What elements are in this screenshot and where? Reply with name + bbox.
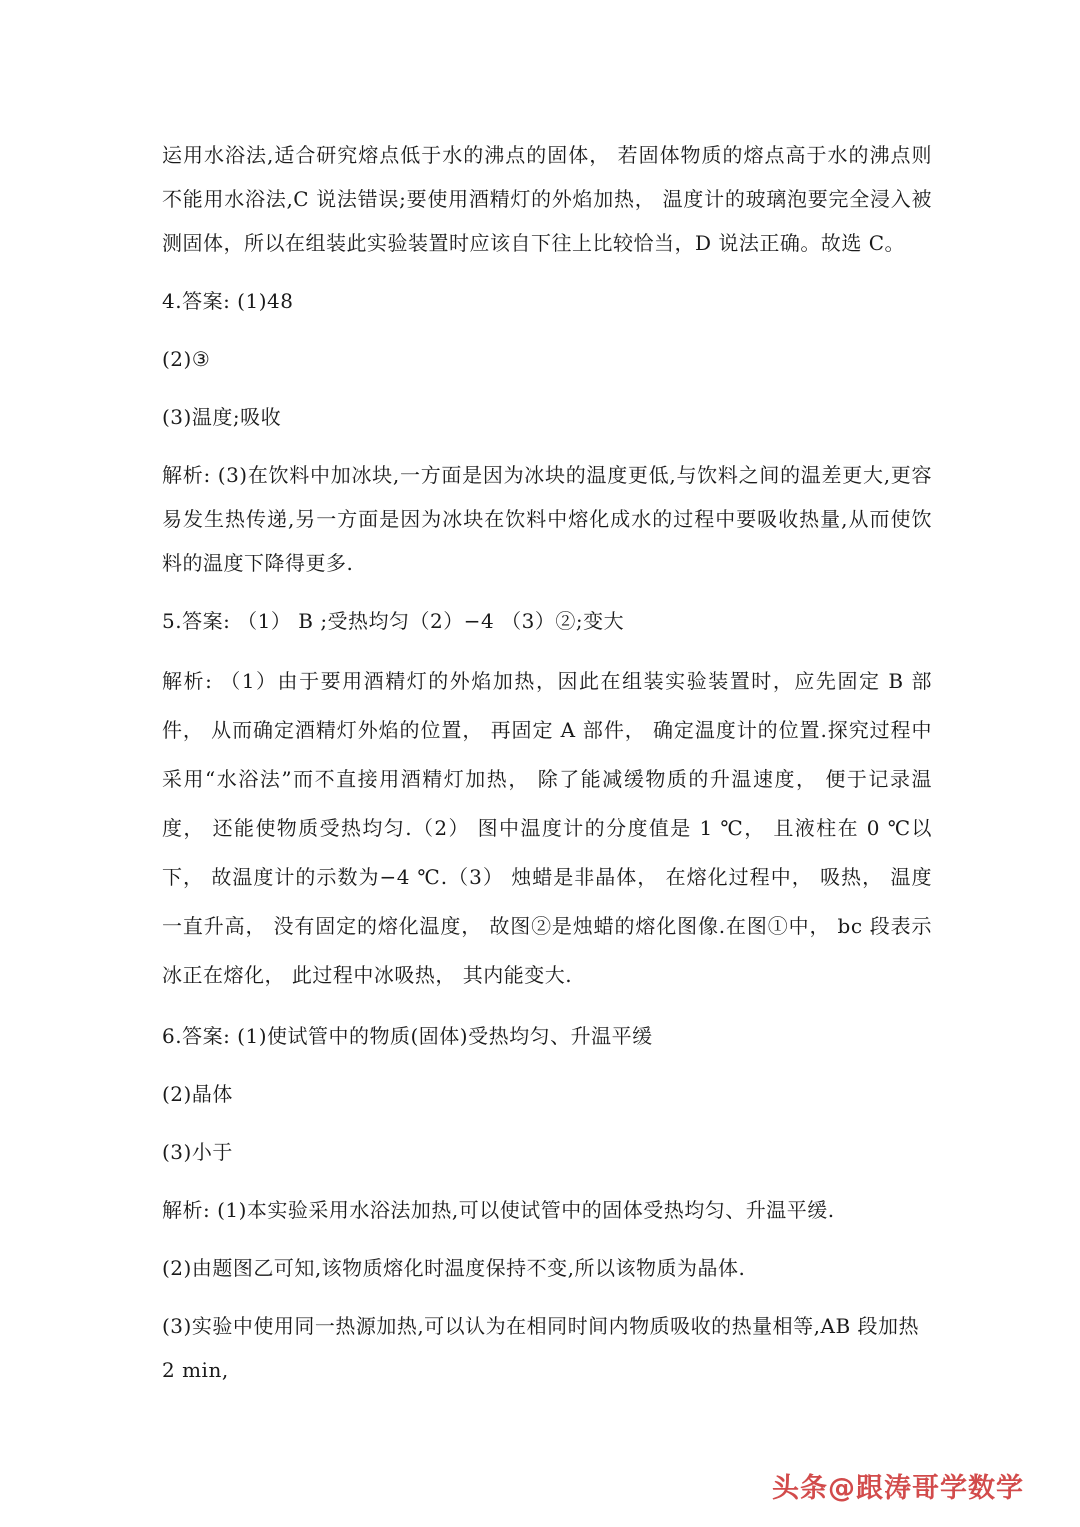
paragraph-answer-6-part1: 6.答案: (1)使试管中的物质(固体)受热均匀、升温平缓 (162, 1024, 653, 1048)
paragraph-answer-6-explanation-2: (2)由题图乙可知,该物质熔化时温度保持不变,所以该物质为晶体. (162, 1256, 746, 1280)
paragraph-answer-6-explanation-3: (3)实验中使用同一热源加热,可以认为在相同时间内物质吸收的热量相等,AB 段加热 2 min, (162, 1314, 920, 1382)
paragraph-answer-6-explanation-1: 解析: (1)本实验采用水浴法加热,可以使试管中的固体受热均匀、升温平缓. (162, 1198, 835, 1222)
paragraph-answer-5-explanation: 解析: （1）由于要用酒精灯的外焰加热，因此在组装实验装置时，应先固定 B 部件， 从而确定酒精灯外焰的位置， 再固定 A 部件， 确定温度计的位置.探究过程中采用“水浴法”而不直接用酒精灯加热， 除了能减缓物质的升温速度， 便于记录温度， 还能使物质受热均匀.（2） 图中温度计的分度值是 1 ℃， 且液柱在 0 ℃以下， 故温度计的示数为−4 ℃.（3） 烛蜡是非晶体， 在熔化过程中， 吸热， 温度一直升高， 没有固定的熔化温度， 故图②是烛蜡的熔化图像.在图①中， bc 段表示冰正在熔化， 此过程中冰吸热， 其内能变大. (162, 669, 932, 987)
paragraph-answer-6-part2: (2)晶体 (162, 1082, 233, 1106)
paragraph-answer-4-explanation: 解析: (3)在饮料中加冰块,一方面是因为冰块的温度更低,与饮料之间的温差更大,更容易发生热传递,另一方面是因为冰块在饮料中熔化成水的过程中要吸收热量,从而使饮料的温度下降得更多. (162, 463, 932, 575)
paragraph-answer-4-part1: 4.答案: (1)48 (162, 289, 294, 313)
paragraph-answer-6-part3: (3)小于 (162, 1140, 233, 1164)
paragraph-answer-4-part3: (3)温度;吸收 (162, 405, 282, 429)
paragraph-answer-3-explanation-continued: 运用水浴法,适合研究熔点低于水的沸点的固体， 若固体物质的熔点高于水的沸点则不能用水浴法,C 说法错误;要使用酒精灯的外焰加热， 温度计的玻璃泡要完全浸入被测固体，所以在组装此实验装置时应该自下往上比较恰当，D 说法正确。故选 C。 (162, 143, 932, 255)
paragraph-answer-5: 5.答案: （1） B ;受热均匀（2）−4 （3）②;变大 (162, 609, 625, 633)
watermark: 头条@跟涛哥学数学 (772, 1473, 1024, 1504)
paragraph-answer-4-part2: (2)③ (162, 347, 211, 371)
